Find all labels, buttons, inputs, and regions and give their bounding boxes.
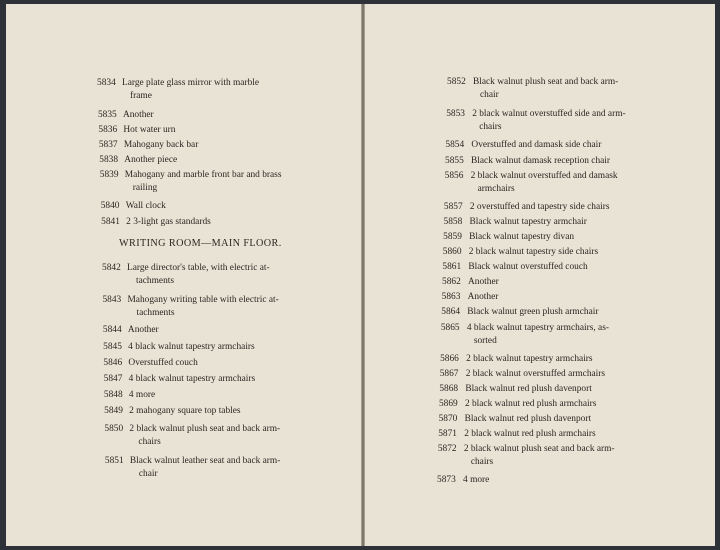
lot-number: 5843 xyxy=(102,295,122,305)
lot-description: Black walnut damask reception chair xyxy=(471,156,611,166)
lot-number: 5858 xyxy=(443,217,463,227)
lot-number: 5863 xyxy=(441,292,461,302)
lot-number: 5834 xyxy=(97,78,116,88)
lot-description: 2 black walnut tapestry armchairs xyxy=(466,354,593,364)
lot-description: Black walnut overstuffed couch xyxy=(468,262,588,272)
lot-description: 2 black walnut plush seat and back arm- xyxy=(129,424,281,434)
lot-description-continued: railing xyxy=(132,183,158,193)
lot-number: 5851 xyxy=(104,456,124,466)
lot-number: 5838 xyxy=(99,155,119,165)
lot-description: 2 black walnut overstuffed side and arm- xyxy=(472,109,626,119)
lot-description-continued: tachments xyxy=(136,308,175,318)
lot-description: Another xyxy=(467,292,499,302)
lot-description: 2 black walnut red plush armchairs xyxy=(464,399,597,409)
lot-description: 2 overstuffed and tapestry side chairs xyxy=(469,202,610,212)
lot-number: 5859 xyxy=(443,232,462,242)
lot-number: 5857 xyxy=(443,202,463,212)
lot-description: Mahogany back bar xyxy=(123,140,199,150)
lot-description: Large plate glass mirror with marble xyxy=(122,78,260,88)
lot-number: 5870 xyxy=(438,414,458,424)
section-heading: WRITING ROOM—MAIN FLOOR. xyxy=(119,238,282,249)
lot-number: 5862 xyxy=(442,277,461,287)
lot-number: 5871 xyxy=(438,429,457,439)
lot-number: 5849 xyxy=(104,406,123,416)
lot-description: 4 more xyxy=(463,475,490,485)
lot-description-continued: chairs xyxy=(470,457,494,467)
lot-description: Large director's table, with electric at- xyxy=(127,263,270,273)
lot-description: Black walnut leather seat and back arm- xyxy=(129,456,281,466)
lot-description-continued: chairs xyxy=(138,437,161,447)
lot-number: 5873 xyxy=(437,475,456,485)
lot-number: 5846 xyxy=(103,358,123,368)
lot-number: 5864 xyxy=(441,307,460,317)
lot-description-continued: armchairs xyxy=(477,184,515,194)
lot-number: 5852 xyxy=(447,77,466,87)
lot-description: Another xyxy=(122,110,154,120)
lot-description: Overstuffed couch xyxy=(128,358,198,368)
lot-number: 5869 xyxy=(438,399,458,409)
lot-description: Another piece xyxy=(124,155,178,165)
lot-description: Black walnut tapestry armchair xyxy=(469,217,587,227)
lot-number: 5848 xyxy=(103,390,123,400)
lot-number: 5840 xyxy=(100,201,120,211)
lot-description: Mahogany writing table with electric at- xyxy=(127,295,279,305)
lot-description: Black walnut plush seat and back arm- xyxy=(473,77,619,87)
lot-description: 4 black walnut tapestry armchairs, as- xyxy=(466,323,609,333)
lot-number: 5836 xyxy=(98,125,118,135)
lot-description: Another xyxy=(468,277,499,287)
lot-number: 5855 xyxy=(445,156,464,166)
lot-number: 5835 xyxy=(97,110,117,120)
lot-description: 2 black walnut tapestry side chairs xyxy=(468,247,599,257)
lot-description: 2 black walnut overstuffed armchairs xyxy=(465,369,606,379)
lot-description: 4 black walnut tapestry armchairs xyxy=(128,374,256,384)
lot-description-continued: chair xyxy=(138,469,158,479)
lot-description: 4 black walnut tapestry armchairs xyxy=(128,342,255,352)
lot-description-continued: tachments xyxy=(136,276,175,286)
lot-description: Black walnut tapestry divan xyxy=(469,232,575,242)
lot-number: 5866 xyxy=(440,354,459,364)
lot-number: 5837 xyxy=(98,140,118,150)
lot-number: 5860 xyxy=(442,247,462,257)
left-page xyxy=(6,4,361,546)
lot-number: 5842 xyxy=(102,263,121,273)
lot-number: 5845 xyxy=(103,342,122,352)
lot-description: Wall clock xyxy=(125,201,166,211)
lot-description: 4 more xyxy=(128,390,156,400)
lot-number: 5868 xyxy=(439,384,459,394)
lot-description: 2 black walnut plush seat and back arm- xyxy=(463,444,615,454)
lot-description: Black walnut red plush davenport xyxy=(465,384,592,394)
right-page xyxy=(365,4,715,546)
lot-description-continued: chair xyxy=(480,90,499,100)
lot-number: 5847 xyxy=(103,374,123,384)
lot-number: 5872 xyxy=(437,444,457,454)
lot-description-continued: sorted xyxy=(473,336,497,346)
lot-number: 5853 xyxy=(446,109,465,119)
lot-number: 5850 xyxy=(104,424,124,434)
lot-description: 2 3-light gas standards xyxy=(126,217,211,227)
lot-description: Hot water urn xyxy=(123,125,176,135)
lot-description: 2 black walnut overstuffed and damask xyxy=(470,171,618,181)
lot-description-continued: chairs xyxy=(479,122,502,132)
lot-number: 5839 xyxy=(99,170,119,180)
lot-number: 5844 xyxy=(102,325,122,335)
lot-description: Black walnut green plush armchair xyxy=(467,307,599,317)
lot-description: 2 black walnut red plush armchairs xyxy=(464,429,596,439)
lot-number: 5856 xyxy=(444,171,464,181)
lot-description: 2 mahogany square top tables xyxy=(129,406,241,416)
lot-number: 5861 xyxy=(442,262,462,272)
lot-description: Another xyxy=(127,325,159,335)
lot-description: Black walnut red plush davenport xyxy=(464,414,592,424)
lot-description-continued: frame xyxy=(130,91,152,101)
lot-description: Overstuffed and damask side chair xyxy=(471,140,602,150)
lot-number: 5867 xyxy=(439,369,459,379)
lot-number: 5865 xyxy=(440,323,460,333)
lot-number: 5854 xyxy=(445,140,465,150)
lot-number: 5841 xyxy=(101,217,120,227)
lot-description: Mahogany and marble front bar and brass xyxy=(124,170,282,180)
